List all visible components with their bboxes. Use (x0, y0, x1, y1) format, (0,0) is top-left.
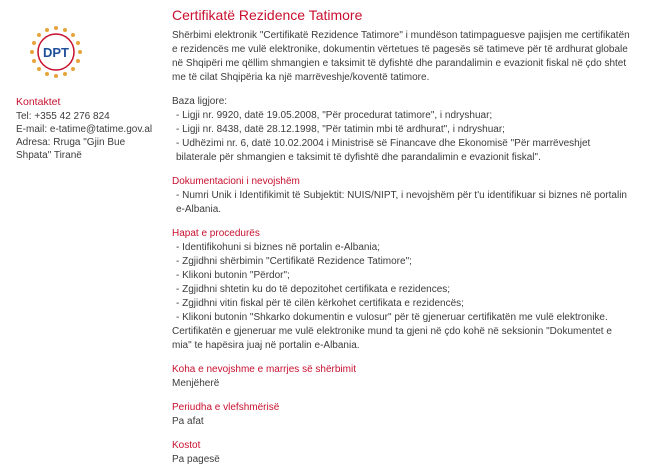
cost-section (172, 439, 632, 467)
svg-text:DPT: DPT (43, 45, 69, 60)
legal-basis-item: - Ligji nr. 9920, datë 19.05.2008, "Për procedurat tatimore", i ndryshuar; (176, 110, 493, 121)
intro-paragraph: Shërbimi elektronik "Certifikatë Rezidence Tatimore" i mundëson tatimpaguesve pajisjen me certifikatën e rezidencës me vulë elektronike, dokumentin vërtetues të pagesës së tatimeve për të ardhurat globale në Shqipëri me qëllim shmangien e taksimit të dyfishtë dhe parandalimin e evazionit fiskal në çdo shtet me të cilat Shqipëria ka një marrëveshje/koventë tatimore. (172, 30, 630, 83)
step-item: - Zgjidhni shërbimin "Certifikatë Rezidence Tatimore"; (176, 256, 412, 267)
dpt-logo-icon (28, 24, 84, 80)
contact-block (16, 96, 166, 162)
documents-title: Dokumentacioni i nevojshëm (172, 176, 300, 187)
page-title: Certifikatë Rezidence Tatimore (172, 7, 363, 23)
outro-paragraph: Certifikatën e gjeneruar me vulë elektronike mund ta gjeni në çdo kohë në seksionin "Dokumentet e mia" te hapësira juaj në portalin e-Albania. (172, 326, 612, 351)
step-item: - Klikoni butonin "Shkarko dokumentin e vulosur" për të gjeneruar certifikatën me vulë elektronike. (176, 312, 608, 323)
contact-email-link[interactable]: e-tatime@tatime.gov.al (49, 124, 153, 135)
cost-title: Kostot (172, 440, 201, 451)
documents-item: - Numri Unik i Identifikimit të Subjektit: NUIS/NIPT, i nevojshëm për t'u identifikuar si biznes në portalin e-Albania. (176, 190, 627, 215)
validity-value: Pa afat (172, 416, 204, 427)
legal-basis-section (172, 95, 632, 165)
validity-title: Periudha e vlefshmërisë (172, 402, 280, 413)
legal-basis-title: Baza ligjore: (172, 96, 228, 107)
step-item: - Zgjidhni shtetin ku do të depozitohet certifikata e rezidences; (176, 284, 451, 295)
contact-address-line1: Adresa: Rruga "Gjin Bue (16, 137, 126, 148)
step-item: - Identifikohuni si biznes në portalin e-Albania; (176, 242, 381, 253)
validity-section (172, 401, 632, 429)
documents-section (172, 175, 632, 217)
time-title: Koha e nevojshme e marrjes së shërbimit (172, 364, 356, 375)
contact-phone[interactable]: Tel: +355 42 276 824 (16, 111, 110, 122)
dpt-logo[interactable] (28, 24, 84, 80)
contact-email-label: E-mail: (16, 124, 48, 135)
time-value: Menjëherë (172, 378, 220, 389)
service-content (172, 6, 632, 467)
time-section (172, 363, 632, 391)
step-item: - Zgjidhni vitin fiskal për të cilën kërkohet certifikata e rezidencës; (176, 298, 464, 309)
steps-section (172, 227, 632, 325)
legal-basis-item: - Udhëzimi nr. 6, datë 10.02.2004 i Ministrisë së Financave dhe Ekonomisë "Për marrëveshjet bilaterale për shmangien e taksimit të dyfishtë dhe parandalimin e evazionit fiskal". (176, 138, 591, 163)
contact-title: Kontaktet (16, 96, 61, 108)
legal-basis-item: - Ligji nr. 8438, datë 28.12.1998, "Për tatimin mbi të ardhurat", i ndryshuar; (176, 124, 505, 135)
step-item: - Klikoni butonin "Përdor"; (176, 270, 290, 281)
steps-title: Hapat e procedurës (172, 228, 260, 239)
contact-address-line2: Shpata" Tiranë (16, 150, 82, 161)
cost-value: Pa pagesë (172, 454, 220, 465)
contact-email-row (16, 123, 166, 136)
